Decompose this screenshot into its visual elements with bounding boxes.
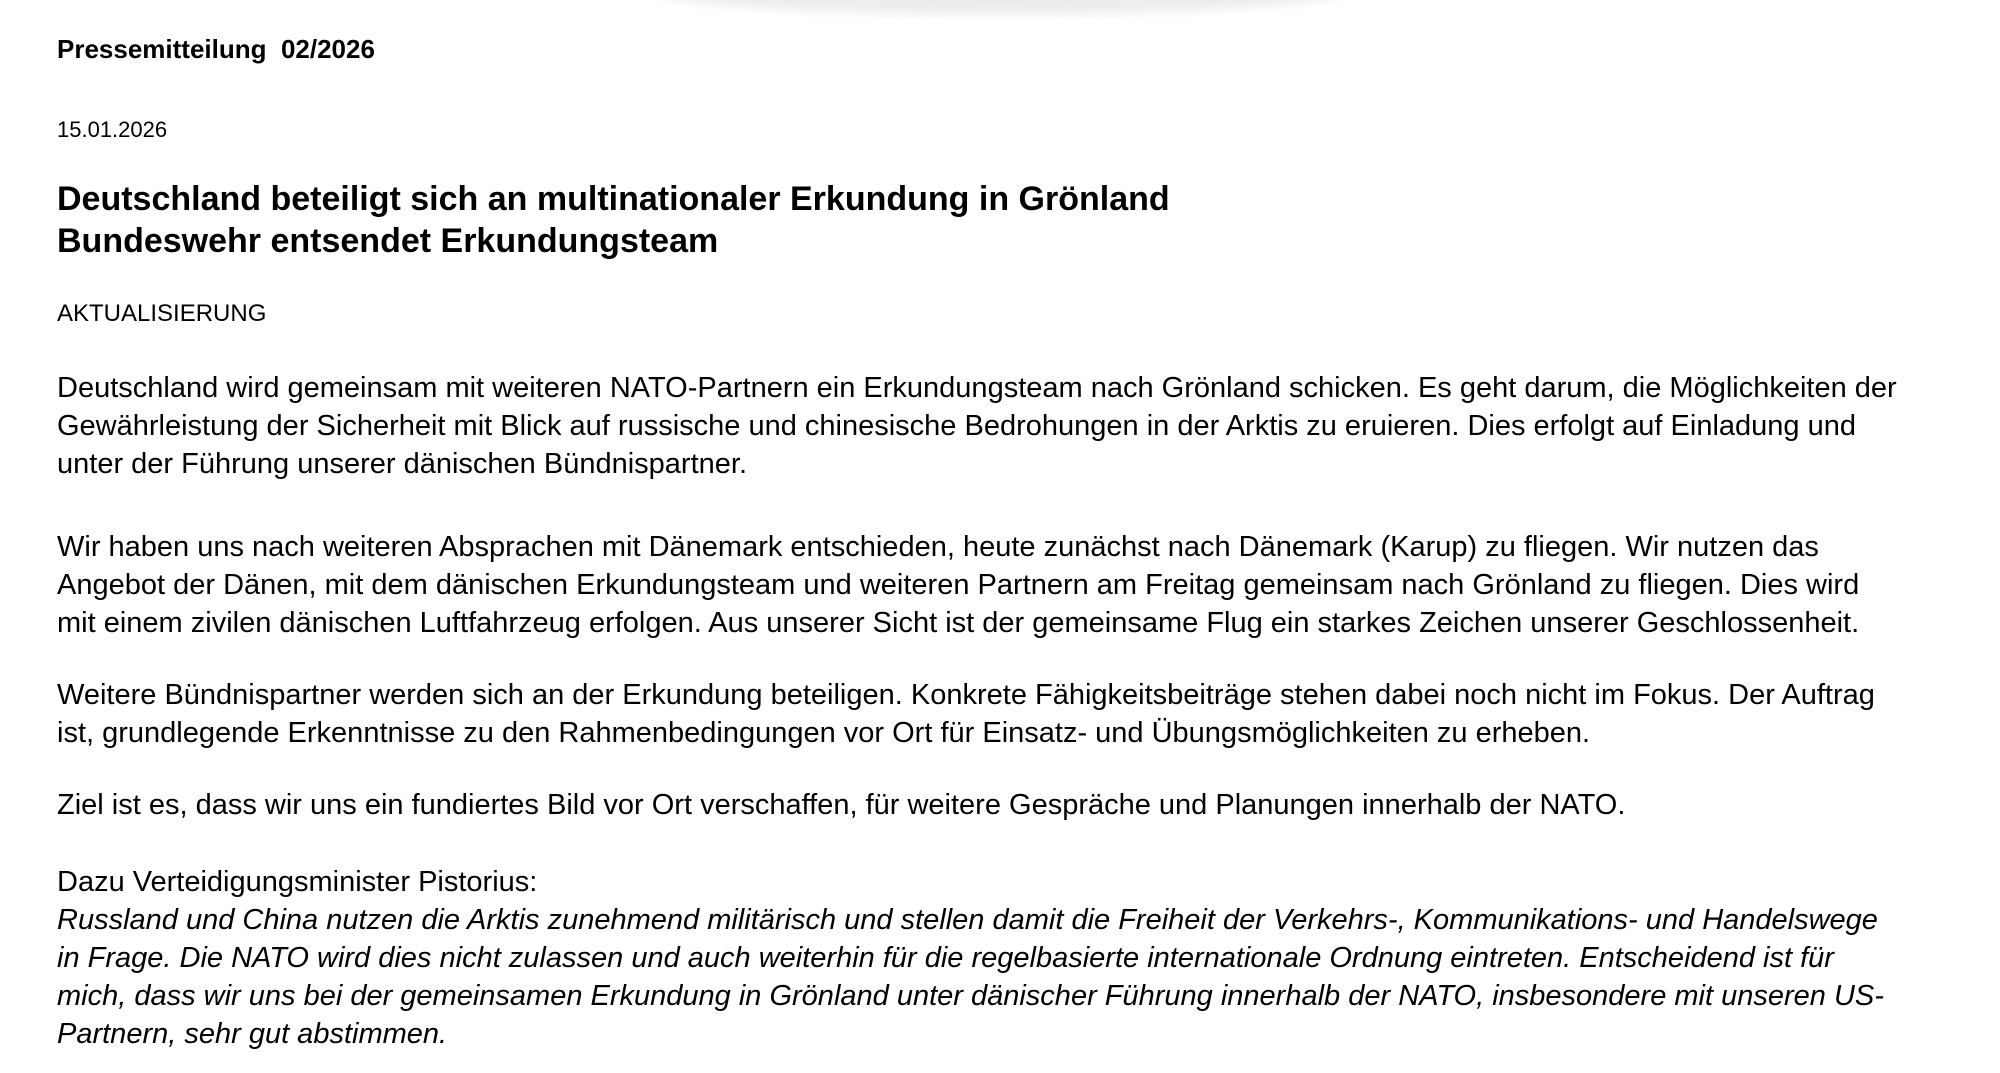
paragraph-1-line: Deutschland wird gemeinsam mit weiteren NATO-Partnern ein Erkundungsteam nach Grönland schicken. Es geht darum, die Möglichkeiten der (57, 372, 1897, 404)
quote-text (57, 901, 1950, 1053)
quote-line: Partnern, sehr gut abstimmen. (57, 1018, 448, 1050)
title-line-2: Bundeswehr entsendet Erkundungsteam (57, 222, 719, 260)
paragraph-1-line: unter der Führung unserer dänischen Bündnispartner. (57, 448, 747, 480)
top-edge-artifact (655, 0, 1345, 14)
press-release-date: 15.01.2026 (57, 117, 168, 142)
paragraph-2 (57, 528, 1950, 642)
paragraph-2-line: Angebot der Dänen, mit dem dänischen Erkundungsteam und weiteren Partnern am Freitag gemeinsam nach Grönland zu fliegen. Dies wird (57, 569, 1860, 601)
quote-line: mich, dass wir uns bei der gemeinsamen Erkundung in Grönland unter dänischer Führung innerhalb der NATO, insbesondere mit unseren US- (57, 980, 1884, 1012)
paragraph-2-line: Wir haben uns nach weiteren Absprachen mit Dänemark entschieden, heute zunächst nach Dänemark (Karup) zu fliegen. Wir nutzen das (57, 531, 1819, 563)
paragraph-1-line: Gewährleistung der Sicherheit mit Blick auf russische und chinesische Bedrohungen in der Arktis zu eruieren. Dies erfolgt auf Einladung und (57, 410, 1856, 442)
update-label: AKTUALISIERUNG (57, 300, 267, 327)
paragraph-2-line: mit einem zivilen dänischen Luftfahrzeug erfolgen. Aus unserer Sicht ist der gemeinsame Flug ein starkes Zeichen unserer Geschlossenheit. (57, 607, 1860, 639)
paragraph-3-line: Weitere Bündnispartner werden sich an der Erkundung beteiligen. Konkrete Fähigkeitsbeiträge stehen dabei noch nicht im Fokus. Der Auftrag (57, 679, 1875, 711)
paragraph-1 (57, 369, 1950, 483)
press-release-title (57, 178, 1950, 262)
quote-attribution: Dazu Verteidigungsminister Pistorius: (57, 866, 538, 898)
quote-line: in Frage. Die NATO wird dies nicht zulassen und auch weiterhin für die regelbasierte internationale Ordnung eintreten. Entscheidend ist für (57, 942, 1834, 974)
minister-quote-block (57, 863, 1950, 1053)
paragraph-4-line: Ziel ist es, dass wir uns ein fundiertes Bild vor Ort verschaffen, für weitere Gespräche und Planungen innerhalb der NATO. (57, 789, 1626, 821)
title-line-1: Deutschland beteiligt sich an multinationaler Erkundung in Grönland (57, 180, 1170, 218)
press-release-kicker: Pressemitteilung 02/2026 (57, 34, 375, 64)
paragraph-3 (57, 676, 1950, 752)
quote-line: Russland und China nutzen die Arktis zunehmend militärisch und stellen damit die Freiheit der Verkehrs-, Kommunikations- und Handelswege (57, 904, 1878, 936)
paragraph-4 (57, 786, 1950, 824)
paragraph-3-line: ist, grundlegende Erkenntnisse zu den Rahmenbedingungen vor Ort für Einsatz- und Übungsmöglichkeiten zu erheben. (57, 717, 1591, 749)
